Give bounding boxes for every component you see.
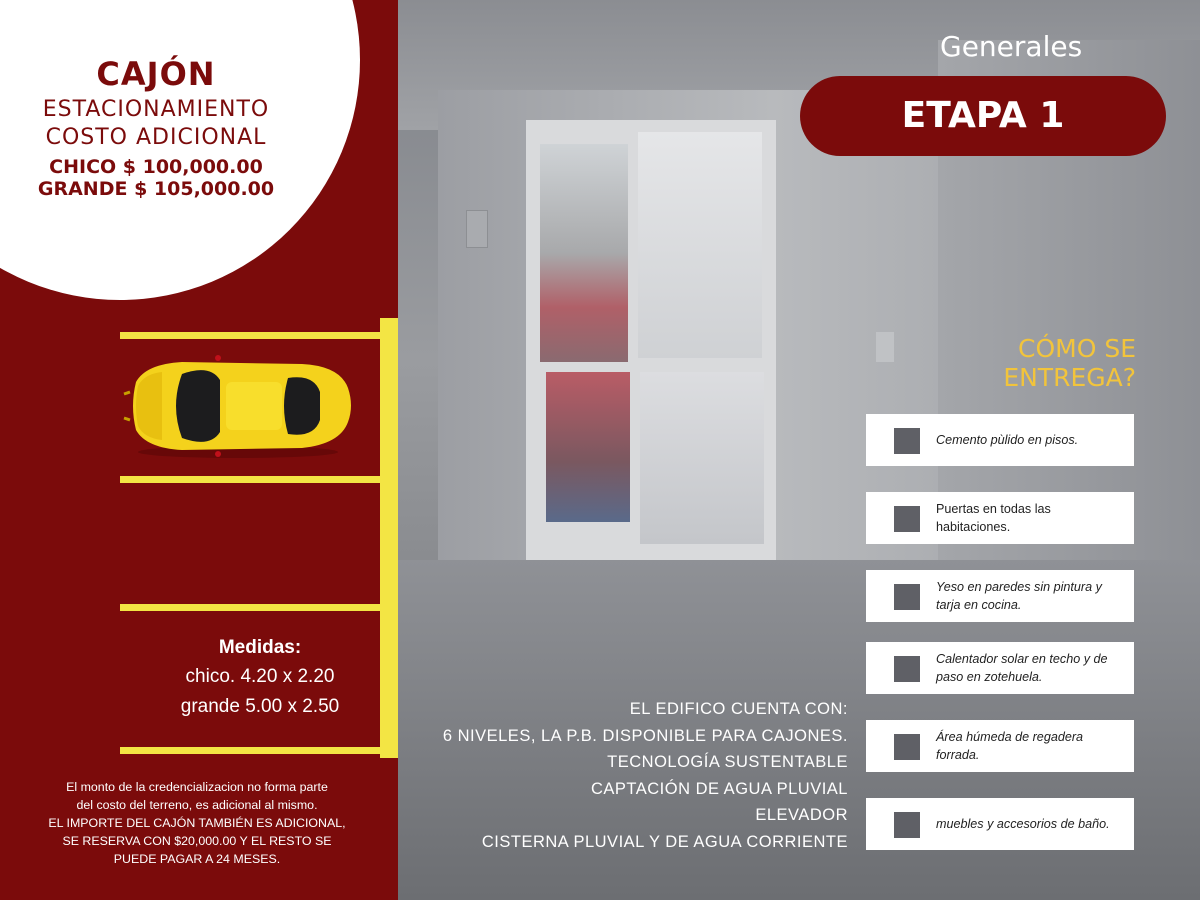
checkbox-square-icon	[894, 734, 920, 760]
left-panel	[0, 0, 398, 900]
footnote-line: El monto de la credencializacion no forma parte	[66, 780, 328, 794]
price-chico: CHICO $ 100,000.00	[49, 156, 263, 178]
feature-item	[866, 642, 1134, 694]
parking-line-2	[120, 476, 382, 483]
medidas-chico: chico. 4.20 x 2.20	[185, 666, 335, 687]
parking-line-1	[120, 332, 382, 339]
feature-item	[866, 798, 1134, 850]
footnote-line: SE RESERVA CON $20,000.00 Y EL RESTO SE	[62, 834, 332, 848]
footnote	[12, 778, 382, 868]
cajon-line-estacionamiento: ESTACIONAMIENTO	[42, 97, 270, 122]
cajon-info	[0, 52, 312, 200]
yellow-car-icon	[122, 352, 354, 460]
checkbox-square-icon	[894, 656, 920, 682]
edificio-line: CISTERNA PLUVIAL Y DE AGUA CORRIENTE	[481, 832, 848, 851]
edificio-line: EL EDIFICO CUENTA CON:	[629, 700, 848, 718]
feature-item	[866, 414, 1134, 466]
footnote-line: del costo del terreno, es adicional al mismo.	[76, 798, 318, 812]
medidas-title: Medidas:	[218, 637, 302, 658]
como-se-entrega-title	[930, 334, 1136, 392]
checkbox-square-icon	[894, 428, 920, 454]
parking-line-4	[120, 747, 382, 754]
checkbox-square-icon	[894, 584, 920, 610]
como-title-line1: CÓMO SE	[1018, 334, 1136, 363]
footnote-line: PUEDE PAGAR A 24 MESES.	[113, 852, 281, 866]
feature-text: Puertas en todas las habitaciones.	[936, 502, 1051, 534]
electrical-box	[466, 210, 488, 248]
edificio-line: TECNOLOGÍA SUSTENTABLE	[607, 753, 848, 771]
price-grande: GRANDE $ 105,000.00	[37, 178, 275, 200]
window-pane	[638, 132, 762, 358]
feature-text: Yeso en paredes sin pintura y tarja en cocina.	[936, 580, 1102, 612]
cajon-line-costo: COSTO ADICIONAL	[45, 125, 267, 150]
feature-text: Cemento pùlido en pisos.	[936, 433, 1079, 447]
edificio-features	[400, 696, 848, 855]
cajon-title: CAJÓN	[96, 55, 216, 93]
light-switch	[876, 332, 894, 362]
generales-label: Generales	[940, 30, 1083, 63]
medidas-block	[150, 634, 370, 722]
window-pane	[546, 372, 630, 522]
footnote-line: EL IMPORTE DEL CAJÓN TAMBIÉN ES ADICIONAL,	[48, 816, 346, 830]
window-pane	[640, 372, 764, 544]
feature-item	[866, 720, 1134, 772]
edificio-line: ELEVADOR	[755, 806, 848, 824]
como-title-line2: ENTREGA?	[1003, 363, 1136, 392]
checkbox-square-icon	[894, 812, 920, 838]
feature-text: Área húmeda de regadera forrada.	[936, 730, 1084, 762]
parking-line-vertical	[380, 318, 398, 758]
edificio-line: CAPTACIÓN DE AGUA PLUVIAL	[590, 779, 848, 798]
medidas-grande: grande 5.00 x 2.50	[180, 696, 340, 717]
feature-item	[866, 492, 1134, 544]
photo-window	[526, 120, 776, 560]
checkbox-square-icon	[894, 506, 920, 532]
parking-line-3	[120, 604, 382, 611]
window-pane	[540, 144, 628, 362]
etapa-label: ETAPA 1	[901, 95, 1065, 136]
feature-text: muebles y accesorios de baño.	[936, 817, 1110, 831]
feature-text: Calentador solar en techo y de paso en zotehuela.	[936, 652, 1108, 684]
feature-item	[866, 570, 1134, 622]
edificio-line: 6 NIVELES, LA P.B. DISPONIBLE PARA CAJONES.	[442, 726, 848, 745]
